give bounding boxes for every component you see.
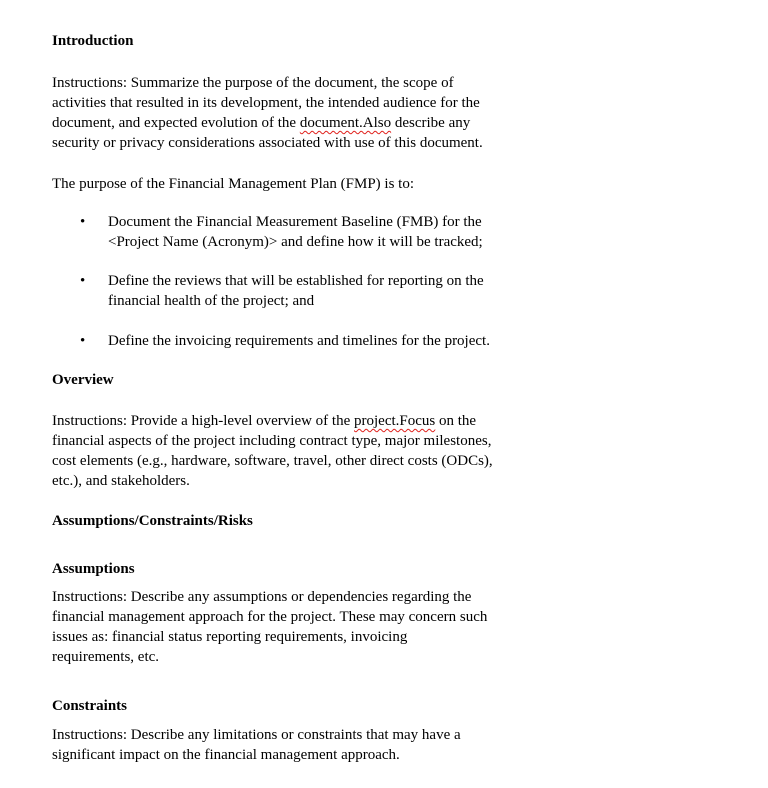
intro-line-3 [52,113,470,133]
intro-line-1: Instructions: Summarize the purpose of the document, the scope of [52,75,454,91]
constraints-line-2: significant impact on the financial management approach. [52,747,400,763]
purpose-line: The purpose of the Financial Management Plan (FMP) is to: [52,176,415,192]
introduction-heading: Introduction [52,33,134,49]
bullet-1-marker: • [80,214,86,230]
overview-line-3: cost elements (e.g., hardware, software, travel, other direct costs (ODCs), [52,453,493,469]
bullet-2-line-1: Define the reviews that will be established for reporting on the [108,273,484,289]
spelling-error-word[interactable]: project.Focus [354,413,436,429]
bullet-2-marker: • [80,273,86,289]
overview-line-1 [52,411,476,431]
assumptions-line-3: issues as: financial status reporting requirements, invoicing [52,629,408,645]
intro-line-2: activities that resulted in its development, the intended audience for the [52,95,480,111]
spelling-error-word[interactable]: document.Also [299,115,392,131]
assumptions-line-4: requirements, etc. [52,649,160,665]
acr-heading: Assumptions/Constraints/Risks [52,513,253,529]
assumptions-heading: Assumptions [52,561,135,577]
bullet-3-marker: • [80,333,86,349]
intro-line-3-tail: describe any [391,115,471,131]
overview-heading: Overview [52,372,114,388]
bullet-3-line-1: Define the invoicing requirements and timelines for the project. [108,333,490,349]
overview-line-4: etc.), and stakeholders. [52,473,190,489]
bullet-2-line-2: financial health of the project; and [108,293,315,309]
assumptions-line-2: financial management approach for the project. These may concern such [52,609,488,625]
constraints-heading: Constraints [52,698,128,714]
intro-line-4: security or privacy considerations associated with use of this document. [52,135,483,151]
assumptions-line-1: Instructions: Describe any assumptions or dependencies regarding the [52,589,472,605]
bullet-1-line-1: Document the Financial Measurement Baseline (FMB) for the [108,214,482,230]
overview-line-2: financial aspects of the project including contract type, major milestones, [52,433,492,449]
overview-line-1-head: Instructions: Provide a high-level overview of the [52,413,355,429]
bullet-1-line-2: <Project Name (Acronym)> and define how it will be tracked; [108,234,483,250]
constraints-line-1: Instructions: Describe any limitations or constraints that may have a [52,727,461,743]
intro-line-3-head: document, and expected evolution of the [52,115,300,131]
overview-line-1-tail: on the [435,413,477,429]
